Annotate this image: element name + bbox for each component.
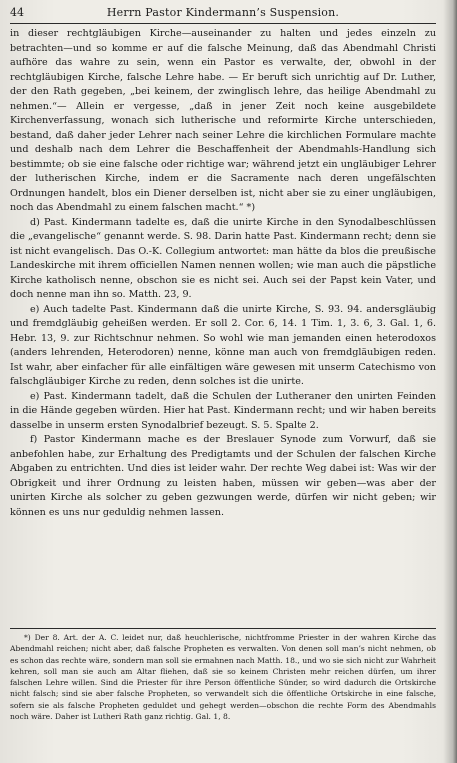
paragraph-intro: in dieser rechtgläubigen Kirche—auseinander zu halten und jedes einzeln zu betrachten—und so komme er auf die falsche Meinung, daß das Abendmahl Christi aufhöre das wahre zu sein, wenn ein Pastor es verwalte, der, obwohl in der rechtgläubigen Kirche, falsche Lehre habe. — Er beruft sich unrichtig auf Dr. Luther, der den Rath gegeben, „bei keinem, der zwinglisch lehre, das heilige Abendmahl zu nehmen.“— Allein er vergesse, „daß in jener Zeit noch keine ausgebildete Kirchenverfassung, wonach sich lutherische und reformirte Kirche unterschieden, bestand, daß daher jeder Lehrer nach seiner Lehre die kirchlichen Formulare machte und deshalb nach dem Lehrer die Beschaffenheit der Abendmahls-Handlung sich bestimmte; ob sie eine falsche oder richtige war; während jetzt ein ungläubiger Lehrer der lutherischen Kirche, indem er die Sacramente nach deren ungefälschten Ordnungen handelt, blos ein Diener derselben ist, nicht aber sie zu einer ungläubigen, noch das Abendmahl zu einem falschen macht.“ *) (10, 28, 436, 213)
paragraph-e: e) Auch tadelte Past. Kindermann daß die unirte Kirche, S. 93. 94. andersgläubig und fremdgläubig geheißen werden. Er soll 2. Cor. 6, 14. 1 Tim. 1, 3. 6, 3. Gal. 1, 6. Hebr. 13, 9. zur Richtschnur nehmen. So wohl wie man jemanden einen heterodoxos (anders lehrenden, Heterodoren) nenne, könne man auch von fremdgläubigen reden. Ist wahr, aber einfacher für alle einfältigen wäre gewesen mit unserm Catechismo von falschgläubiger Kirche zu reden, denn solches ist die unirte. (10, 303, 436, 387)
footnote-rule (10, 628, 436, 629)
paragraph-e-schools: e) Past. Kindermann tadelt, daß die Schulen der Lutheraner den unirten Feinden in die Hände gegeben würden. Hier hat Past. Kindermann recht; und wir haben bereits dasselbe in unserm ersten Synodalbrief bezeugt. S. 5. Spalte 2. (10, 390, 436, 431)
footnote (10, 632, 436, 722)
page-number: 44 (10, 6, 24, 19)
main-text (10, 27, 436, 520)
scan-shadow-edge (443, 0, 457, 763)
paragraph-f: f) Pastor Kindermann mache es der Breslauer Synode zum Vorwurf, daß sie anbefohlen habe, zur Erhaltung des Predigtamts und der Schulen der falschen Kirche Abgaben zu entrichten. Und dies ist leider wahr. Der rechte Weg dabei ist: Was wir der Obrigkeit und ihrer Ordnung zu leisten haben, müssen wir geben—was aber der unirten Kirche als solcher zu geben gezwungen werde, dürfen wir nicht geben; wir können es uns nur geduldig nehmen lassen. (10, 434, 436, 518)
footnote-text: *) Der 8. Art. der A. C. leidet nur, daß heuchlerische, nichtfromme Priester in der wahren Kirche das Abendmahl reichen; nicht aber, daß falsche Propheten es verwalten. Von denen soll man’s nicht nehmen, ob es schon das rechte wäre, sondern man soll sie ermahnen nach Matth. 18., und wo sie sich nicht zur Wahrheit kehren, soll man sie auch am Altar fliehen, daß sie so keinem Christen mehr reichen dürfen, um ihrer falschen Lehre willen. Sind die Priester für ihre Person öffentliche Sünder, so wird dadurch die Ortskirche nicht falsch; sind sie aber falsche Propheten, so verwandelt sich die öffentliche Ortskirche in eine falsche, sofern sie als falsche Propheten geduldet und gehegt werden—obschon die rechte Form des Abendmahls noch wäre. Daher ist Lutheri Rath ganz richtig. Gal. 1, 8. (10, 633, 436, 722)
paragraph-d: d) Past. Kindermann tadelte es, daß die unirte Kirche in den Synodalbeschlüssen die „evangelische“ genannt werde. S. 98. Darin hatte Past. Kindermann recht; denn sie ist nicht evangelisch. Das O.-K. Collegium antwortet: man hätte da blos die preußische Landeskirche mit ihrem officiellen Namen nennen wollen; wie man auch die päpstliche Kirche katholisch nenne, obschon sie es nicht sei. Auch sei der Papst kein Vater, und doch nenne man ihn so. Matth. 23, 9. (10, 216, 436, 300)
running-title: Herrn Pastor Kindermann’s Suspension. (106, 6, 340, 19)
page-header (10, 5, 436, 21)
header-rule (10, 23, 436, 24)
